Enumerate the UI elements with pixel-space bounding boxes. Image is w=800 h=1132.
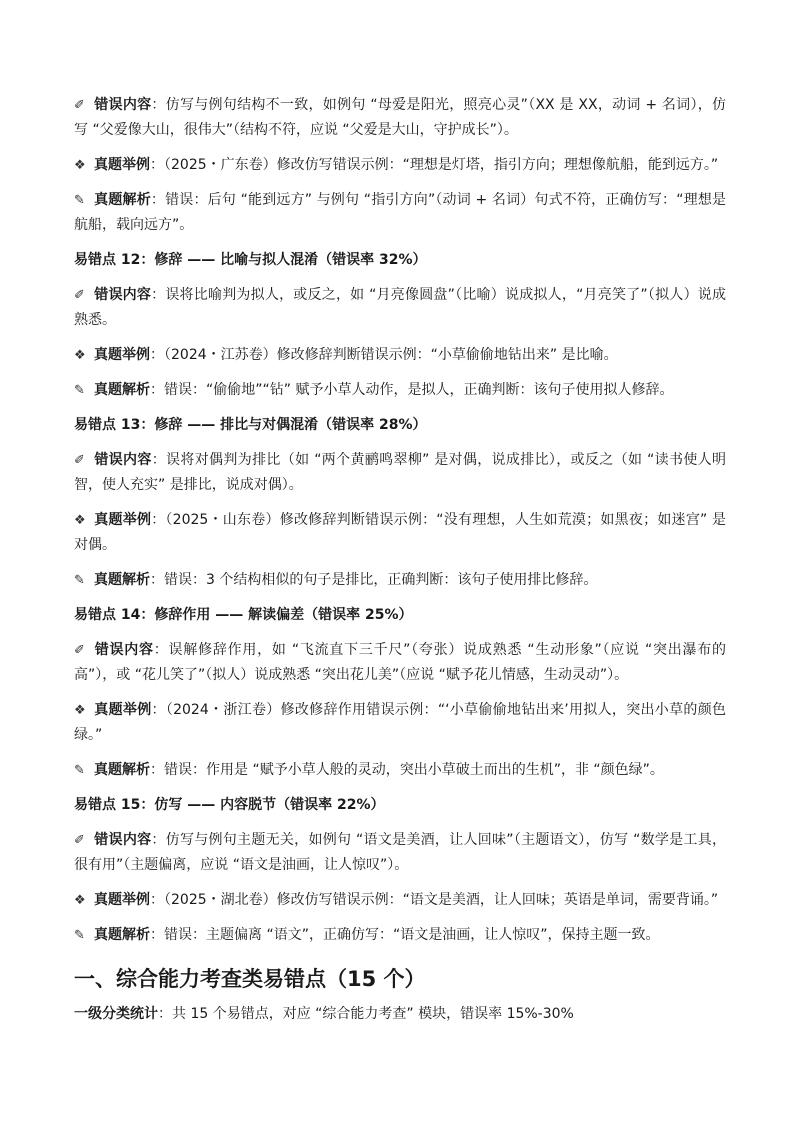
exam-example-label: 真题举例 <box>94 892 150 908</box>
error-content-label: 错误内容 <box>94 832 152 848</box>
error-content-label: 错误内容 <box>94 642 154 658</box>
diamond-bullet-icon: ❖ <box>74 158 86 173</box>
category-summary <box>74 1002 726 1027</box>
exam-example-paragraph <box>74 698 726 748</box>
pencil-icon: ✐ <box>74 288 85 303</box>
exam-example-text: ：（2024・浙江卷）修改修辞作用错误示例：“‘小草偷偷地钻出来’用拟人，突出小草的颜色绿。” <box>74 702 727 743</box>
error-content-paragraph <box>74 93 726 143</box>
exam-analysis-text: ：错误：主题偏离 “语文”，正确仿写：“语文是油画，让人惊叹”，保持主题一致。 <box>150 927 660 943</box>
pencil-icon: ✐ <box>74 98 85 113</box>
exam-analysis-text: ：错误：作用是 “赋予小草人般的灵动，突出小草破土而出的生机”，非 “颜色绿”。 <box>150 762 664 778</box>
exam-analysis-label: 真题解析 <box>94 192 151 208</box>
exam-analysis-paragraph <box>74 758 726 783</box>
diamond-bullet-icon: ❖ <box>74 703 86 718</box>
diamond-bullet-icon: ❖ <box>74 348 86 363</box>
exam-example-paragraph <box>74 343 726 368</box>
error-content-label: 错误内容 <box>94 452 152 468</box>
exam-example-label: 真题举例 <box>94 702 152 718</box>
exam-analysis-text: ：错误：“偷偷地”“钻” 赋予小草人动作，是拟人，正确判断：该句子使用拟人修辞。 <box>150 382 674 398</box>
pen-icon: ✎ <box>74 573 85 588</box>
section-title: 一、综合能力考查类易错点（15 个） <box>74 967 426 991</box>
pen-icon: ✎ <box>74 763 85 778</box>
exam-example-text: ：（2025・山东卷）修改修辞判断错误示例：“没有理想，人生如荒漠；如黑夜；如迷宫” 是对偶。 <box>74 512 726 553</box>
exam-analysis-label: 真题解析 <box>94 572 150 588</box>
diamond-bullet-icon: ❖ <box>74 893 86 908</box>
error-content-paragraph <box>74 638 726 688</box>
exam-example-paragraph <box>74 508 726 558</box>
pencil-icon: ✐ <box>74 643 85 658</box>
exam-analysis-text: ：错误：后句 “能到远方” 与例句 “指引方向”（动词 + 名词）句式不符，正确仿写：“理想是航船，载向远方”。 <box>74 192 727 233</box>
error-content-text: ：仿写与例句结构不一致，如例句 “母爱是阳光，照亮心灵”（XX 是 XX，动词 + 名词），仿写 “父爱像大山，很伟大”（结构不符，应说 “父爱是大山，守护成长”）。 <box>74 97 726 138</box>
document-body <box>74 93 726 1027</box>
error-content-label: 错误内容 <box>94 97 152 113</box>
error-content-paragraph <box>74 448 726 498</box>
error-content-paragraph <box>74 283 726 333</box>
exam-analysis-paragraph <box>74 378 726 403</box>
exam-analysis-label: 真题解析 <box>94 762 150 778</box>
exam-analysis-text: ：错误：3 个结构相似的句子是排比，正确判断：该句子使用排比修辞。 <box>150 572 598 588</box>
exam-analysis-paragraph <box>74 188 726 238</box>
error-point-heading-13: 易错点 13：修辞 —— 排比与对偶混淆（错误率 28%） <box>74 417 427 433</box>
error-content-text: ：仿写与例句主题无关，如例句 “语文是美酒，让人回味”（主题语文），仿写 “数学是工具，很有用”（主题偏离，应说 “语文是油画，让人惊叹”）。 <box>74 832 726 873</box>
exam-analysis-paragraph <box>74 923 726 948</box>
error-content-text: ：误解修辞作用，如 “飞流直下三千尺”（夸张）说成熟悉 “生动形象”（应说 “突出瀑布的高”），或 “花儿笑了”（拟人）说成熟悉 “突出花儿美”（应说 “赋予花儿情感，生动灵动”）。 <box>74 642 726 683</box>
pencil-icon: ✐ <box>74 833 85 848</box>
error-content-label: 错误内容 <box>94 287 152 303</box>
pencil-icon: ✐ <box>74 453 85 468</box>
error-point-heading-12: 易错点 12：修辞 —— 比喻与拟人混淆（错误率 32%） <box>74 252 427 268</box>
pen-icon: ✎ <box>74 193 85 208</box>
exam-analysis-label: 真题解析 <box>94 382 150 398</box>
error-content-paragraph <box>74 828 726 878</box>
error-content-text: ：误将对偶判为排比（如 “两个黄鹂鸣翠柳” 是对偶，说成排比），或反之（如 “读书使人明智，使人充实” 是排比，说成对偶）。 <box>74 452 727 493</box>
exam-example-label: 真题举例 <box>94 347 150 363</box>
exam-example-paragraph <box>74 153 726 178</box>
exam-analysis-paragraph <box>74 568 726 593</box>
exam-example-text: ：（2025・湖北卷）修改仿写错误示例：“语文是美酒，让人回味；英语是单词，需要背诵。” <box>150 892 719 908</box>
exam-example-text: ：（2024・江苏卷）修改修辞判断错误示例：“小草偷偷地钻出来” 是比喻。 <box>150 347 618 363</box>
error-point-heading-15: 易错点 15：仿写 —— 内容脱节（错误率 22%） <box>74 797 385 813</box>
summary-label: 一级分类统计 <box>74 1006 158 1022</box>
exam-analysis-label: 真题解析 <box>94 927 150 943</box>
summary-text: ：共 15 个易错点，对应 “综合能力考查” 模块，错误率 15%-30% <box>158 1006 574 1022</box>
exam-example-text: ：（2025・广东卷）修改仿写错误示例：“理想是灯塔，指引方向；理想像航船，能到远方。” <box>150 157 719 173</box>
exam-example-label: 真题举例 <box>94 157 150 173</box>
exam-example-paragraph <box>74 888 726 913</box>
pen-icon: ✎ <box>74 928 85 943</box>
error-point-heading-14: 易错点 14：修辞作用 —— 解读偏差（错误率 25%） <box>74 607 413 623</box>
exam-example-label: 真题举例 <box>94 512 152 528</box>
error-content-text: ：误将比喻判为拟人，或反之，如 “月亮像圆盘”（比喻）说成拟人，“月亮笑了”（拟人）说成熟悉。 <box>74 287 727 328</box>
diamond-bullet-icon: ❖ <box>74 513 86 528</box>
pen-icon: ✎ <box>74 383 85 398</box>
